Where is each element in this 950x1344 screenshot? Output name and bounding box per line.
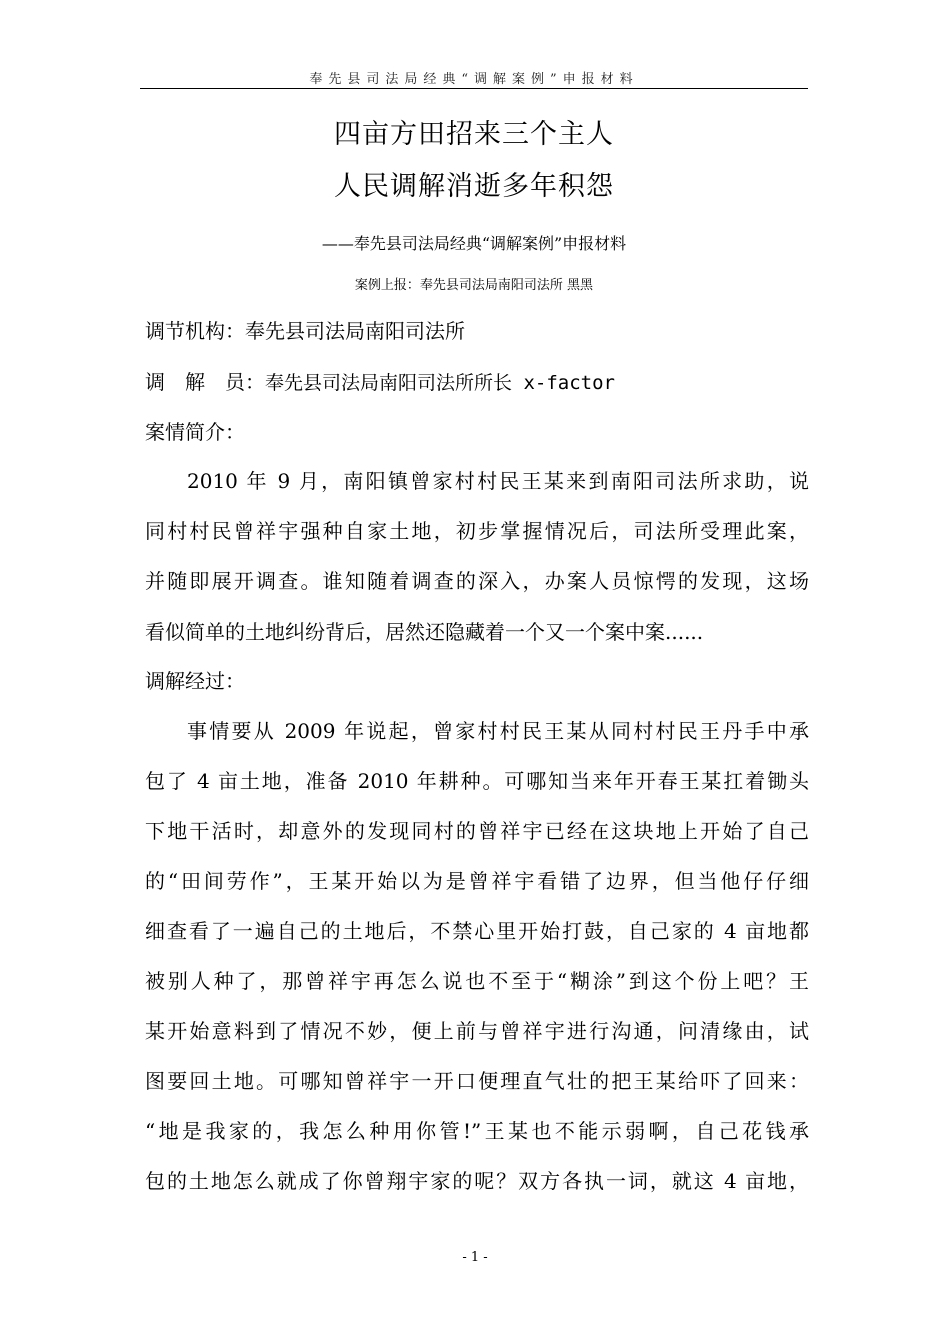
header-divider	[140, 88, 808, 89]
title-line-1: 四亩方田招来三个主人	[334, 119, 614, 150]
process-line: 事情要从 2009 年说起，曾家村村民王某从同村村民王丹手中承	[187, 719, 809, 743]
mediator-row	[145, 366, 615, 395]
reporter-line: 案例上报：奉先县司法局南阳司法所 黑黑	[354, 278, 594, 293]
process-line: 包的土地怎么就成了你曾翔宇家的呢？双方各执一词，就这 4 亩地，	[145, 1169, 809, 1193]
page-number: - 1 -	[462, 1250, 488, 1265]
process-line: 图要回土地。可哪知曾祥宇一开口便理直气壮的把王某给吓了回来：	[145, 1069, 809, 1093]
mediator-value: 奉先县司法局南阳司法所所长 x-factor	[265, 372, 615, 394]
case-intro-heading: 案情简介：	[145, 420, 245, 444]
case-intro-line: 2010 年 9 月，南阳镇曾家村村民王某来到南阳司法所求助，说	[187, 469, 809, 493]
title-line-2: 人民调解消逝多年积怨	[334, 171, 614, 202]
case-intro-line: 同村村民曾祥宇强种自家土地，初步掌握情况后，司法所受理此案，	[145, 519, 809, 543]
process-line: “地是我家的，我怎么种用你管!”王某也不能示弱啊，自己花钱承	[145, 1119, 809, 1143]
process-line: 包了 4 亩土地，准备 2010 年耕种。可哪知当来年开春王某扛着锄头	[145, 769, 809, 793]
page-header: 奉先县司法局经典“调解案例”申报材料	[309, 72, 639, 87]
subtitle: ——奉先县司法局经典“调解案例”申报材料	[321, 234, 627, 253]
case-intro-line: 看似简单的土地纠纷背后，居然还隐藏着一个又一个案中案......	[145, 620, 704, 644]
process-line: 细查看了一遍自己的土地后，不禁心里开始打鼓，自己家的 4 亩地都	[145, 919, 809, 943]
process-line: 的“田间劳作”，王某开始以为是曾祥宇看错了边界，但当他仔仔细	[145, 869, 809, 893]
agency-label: 调节机构：	[145, 319, 245, 343]
agency-value: 奉先县司法局南阳司法所	[245, 319, 465, 343]
process-line: 下地干活时，却意外的发现同村的曾祥宇已经在这块地上开始了自己	[145, 819, 809, 843]
agency-row	[145, 315, 465, 344]
case-intro-line: 并随即展开调查。谁知随着调查的深入，办案人员惊愕的发现，这场	[145, 569, 809, 593]
process-heading: 调解经过：	[145, 669, 245, 693]
mediator-label: 调 解 员：	[145, 370, 265, 394]
process-line: 某开始意料到了情况不妙，便上前与曾祥宇进行沟通，问清缘由，试	[145, 1019, 809, 1043]
process-line: 被别人种了，那曾祥宇再怎么说也不至于“糊涂”到这个份上吧？王	[145, 969, 809, 993]
